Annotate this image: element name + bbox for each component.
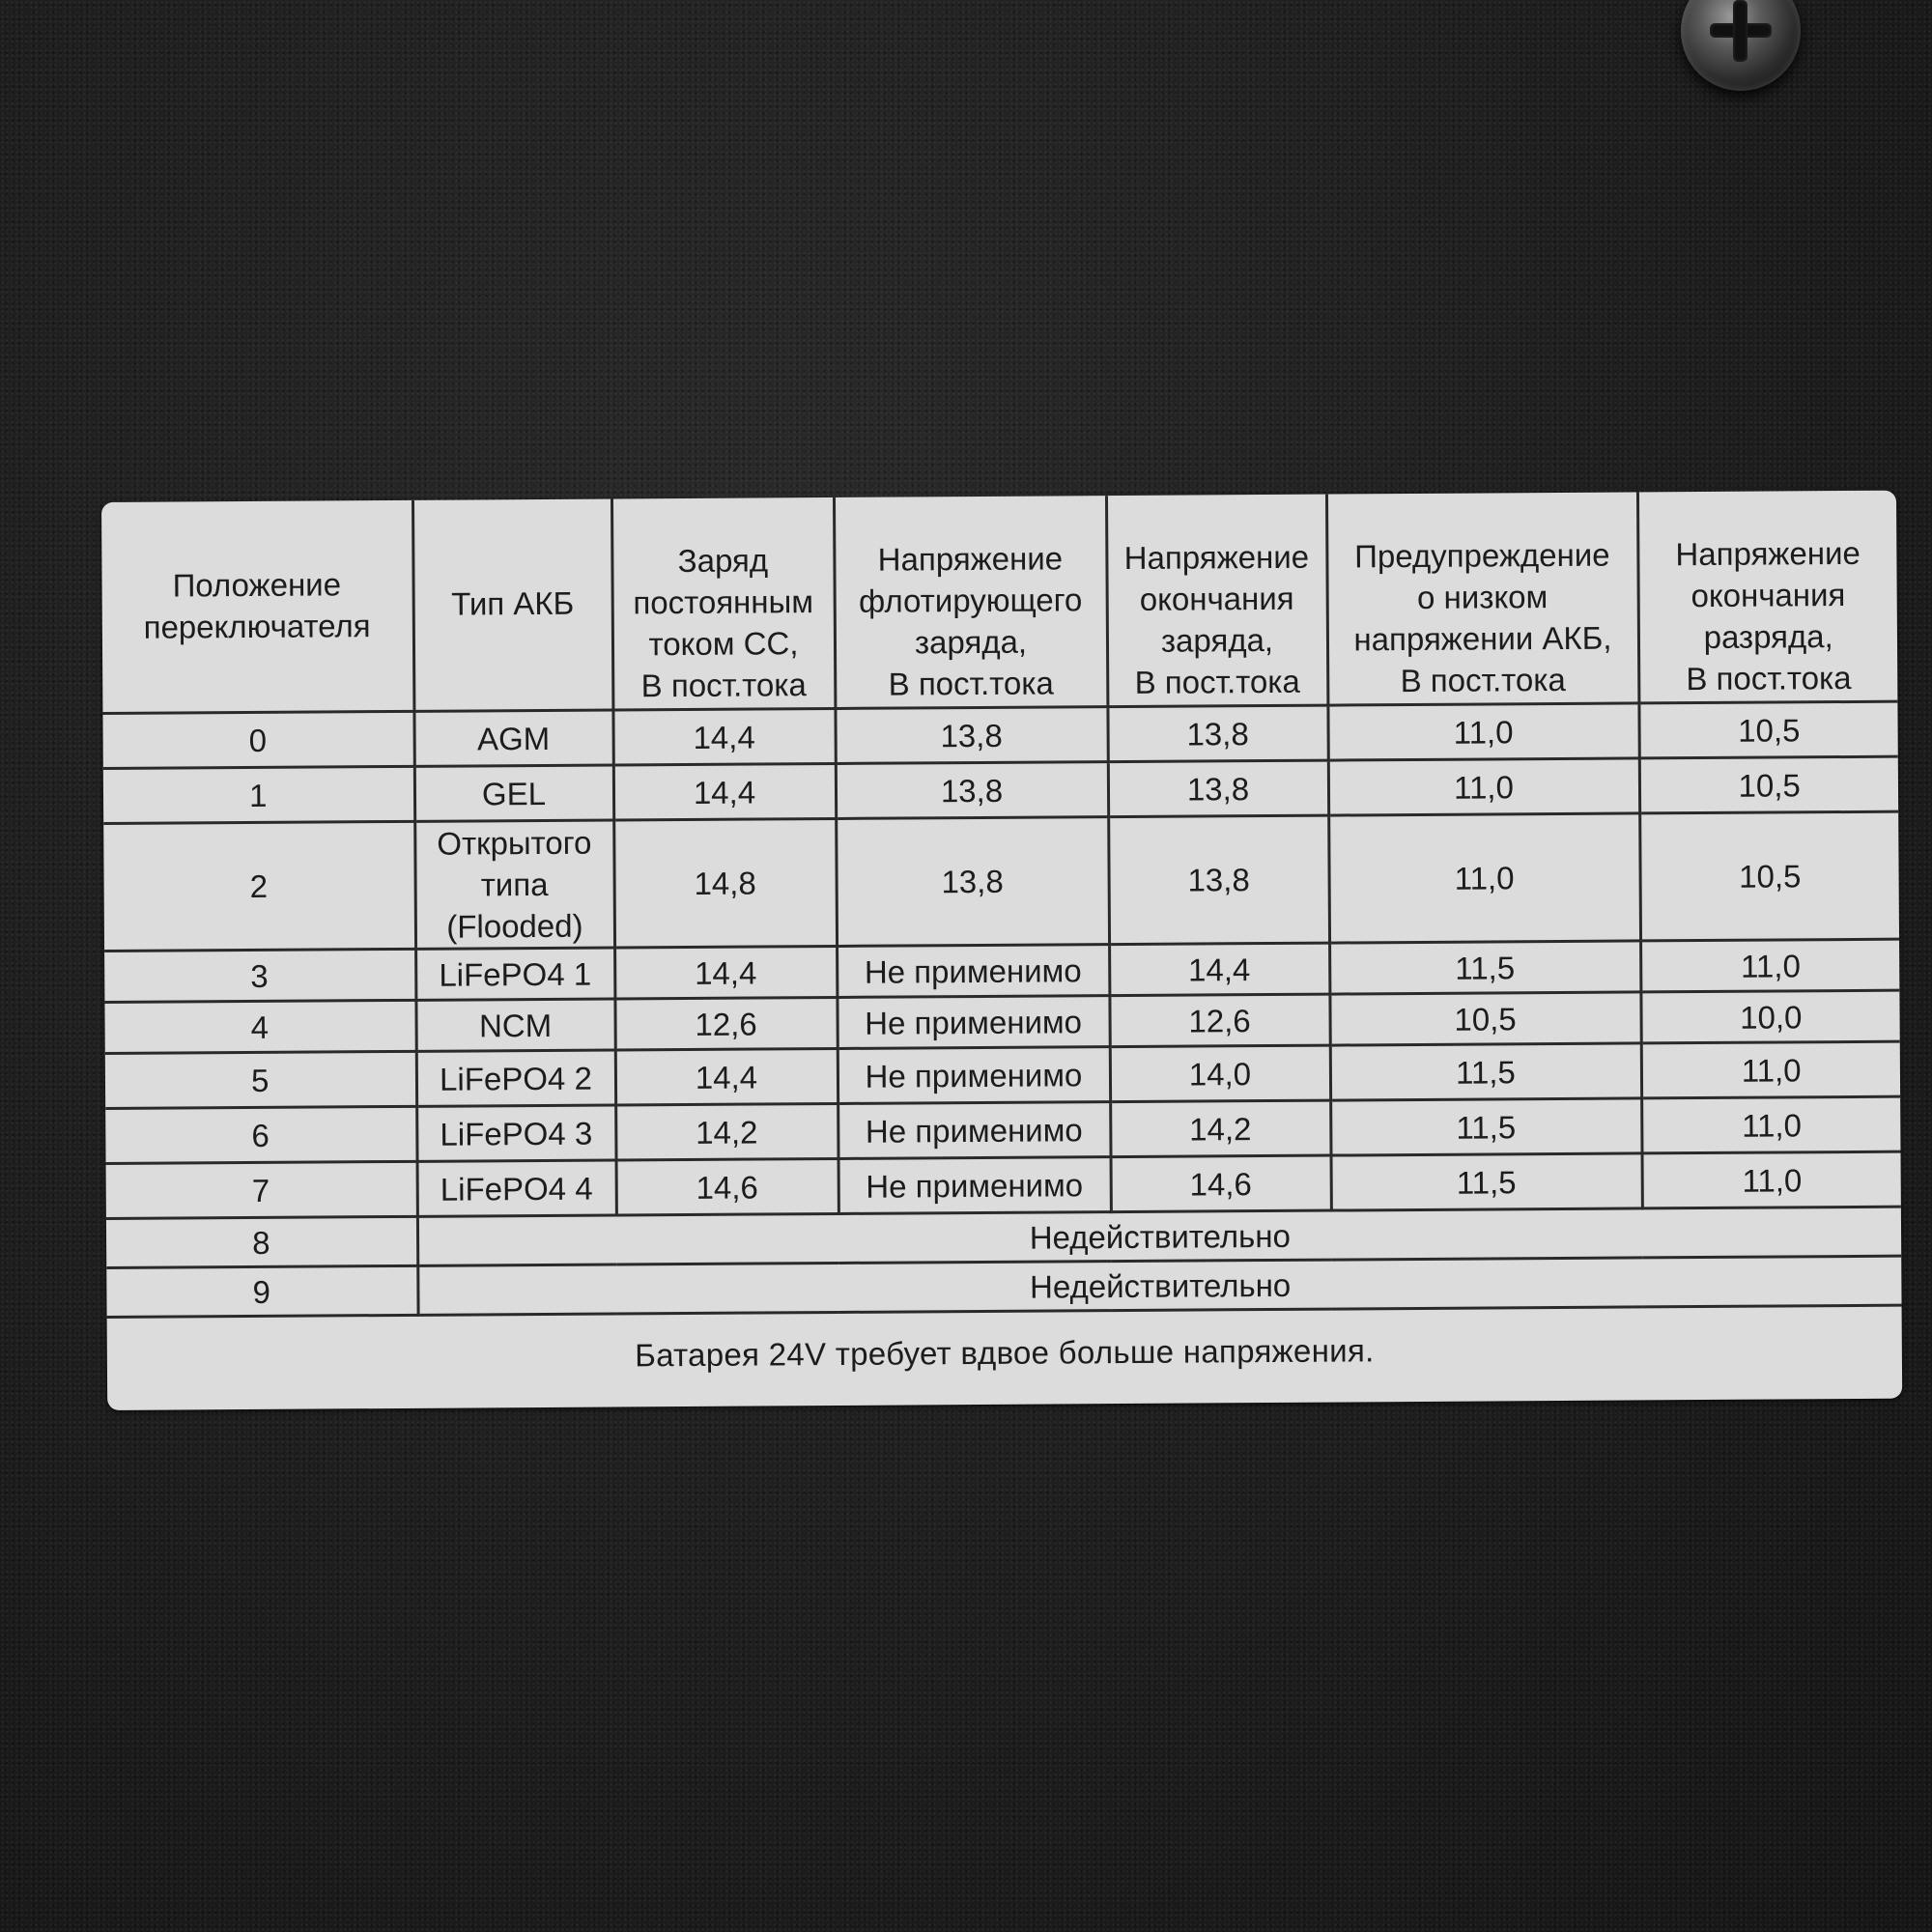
header-float-voltage: Напряжение флотирующего заряда, В пост.тока xyxy=(834,496,1107,708)
header-cc-charge: Заряд постоянным током СС, В пост.тока xyxy=(611,497,835,710)
header-end-charge-voltage: Напряжение окончания заряда, В пост.тока xyxy=(1106,495,1327,707)
cell-end-discharge: 10,5 xyxy=(1639,756,1898,813)
table-header-row xyxy=(101,491,1897,714)
cell-float: 13,8 xyxy=(836,762,1108,819)
cell-end-charge: 12,6 xyxy=(1109,994,1329,1047)
cell-cc: 14,2 xyxy=(615,1103,838,1160)
cell-float: Не применимо xyxy=(838,1157,1111,1214)
table-row xyxy=(103,811,1899,951)
cell-low-warning: 11,5 xyxy=(1330,1098,1641,1155)
cell-float: Не применимо xyxy=(838,1047,1110,1104)
cell-type: LiFePO4 3 xyxy=(416,1105,615,1161)
cell-float: Не применимо xyxy=(837,945,1109,998)
screw-slot-vertical xyxy=(1733,0,1747,62)
cell-end-discharge: 11,0 xyxy=(1640,939,1899,992)
header-end-discharge-voltage: Напряжение окончания разряда, В пост.тока xyxy=(1637,491,1897,703)
cell-position: 3 xyxy=(104,949,415,1002)
cell-end-charge: 14,4 xyxy=(1109,943,1329,996)
cell-invalid: Недействительно xyxy=(417,1256,1901,1315)
cell-low-warning: 11,5 xyxy=(1329,941,1640,994)
cell-end-discharge: 10,0 xyxy=(1640,990,1899,1043)
cell-float: 13,8 xyxy=(835,707,1107,764)
cell-end-charge: 14,6 xyxy=(1111,1155,1331,1212)
cell-type: LiFePO4 1 xyxy=(415,948,614,1000)
cell-type: NCM xyxy=(415,999,614,1051)
cell-end-charge: 14,2 xyxy=(1110,1100,1330,1157)
cell-position: 7 xyxy=(106,1161,417,1218)
cell-invalid: Недействительно xyxy=(417,1207,1901,1265)
battery-spec-table xyxy=(101,491,1902,1398)
cell-end-discharge: 11,0 xyxy=(1641,1096,1900,1153)
cell-low-warning: 11,0 xyxy=(1328,813,1640,943)
cell-end-discharge: 11,0 xyxy=(1642,1151,1901,1208)
spec-label xyxy=(101,491,1902,1410)
cell-cc: 14,6 xyxy=(616,1158,838,1215)
cell-position: 4 xyxy=(104,1000,415,1053)
cell-type: LiFePO4 2 xyxy=(416,1050,615,1106)
header-switch-position: Положение переключателя xyxy=(101,500,413,714)
cell-end-charge: 13,8 xyxy=(1108,815,1329,945)
cell-type: AGM xyxy=(413,710,612,766)
cell-end-charge: 13,8 xyxy=(1107,705,1327,762)
cell-position: 1 xyxy=(103,766,414,823)
cell-low-warning: 11,5 xyxy=(1331,1153,1642,1210)
cell-type: Открытого типа (Flooded) xyxy=(414,820,614,949)
cell-type: GEL xyxy=(414,765,613,821)
cell-low-warning: 10,5 xyxy=(1329,992,1640,1045)
cell-position: 6 xyxy=(105,1106,416,1163)
cell-low-warning: 11,0 xyxy=(1327,703,1638,760)
cell-float: Не применимо xyxy=(837,996,1109,1049)
cell-cc: 12,6 xyxy=(614,997,837,1050)
cell-end-discharge: 10,5 xyxy=(1638,701,1897,758)
cell-position: 9 xyxy=(106,1265,417,1317)
cell-low-warning: 11,0 xyxy=(1328,758,1639,815)
header-low-voltage-warning: Предупреждение о низком напряжении АКБ, В пост.тока xyxy=(1326,492,1638,705)
cell-position: 8 xyxy=(106,1216,417,1267)
cell-cc: 14,4 xyxy=(613,763,836,820)
header-battery-type: Тип АКБ xyxy=(412,498,612,711)
cell-position: 5 xyxy=(105,1051,416,1108)
cell-position: 0 xyxy=(102,711,413,768)
cell-end-charge: 14,0 xyxy=(1110,1045,1330,1102)
cell-cc: 14,8 xyxy=(613,818,837,948)
cell-low-warning: 11,5 xyxy=(1330,1043,1641,1100)
screw-head xyxy=(1681,0,1801,91)
cell-end-discharge: 10,5 xyxy=(1639,811,1899,941)
cell-cc: 14,4 xyxy=(615,1048,838,1105)
footer-note: Батарея 24V требует вдвое больше напряжения. xyxy=(107,1305,1903,1398)
cell-position: 2 xyxy=(103,821,415,951)
cell-cc: 14,4 xyxy=(614,946,837,999)
cell-end-discharge: 11,0 xyxy=(1641,1041,1900,1098)
cell-type: LiFePO4 4 xyxy=(417,1160,616,1216)
cell-cc: 14,4 xyxy=(612,708,835,765)
table-footer-row xyxy=(107,1305,1903,1398)
cell-end-charge: 13,8 xyxy=(1108,760,1328,817)
cell-float: Не применимо xyxy=(838,1102,1110,1159)
cell-float: 13,8 xyxy=(836,817,1109,947)
